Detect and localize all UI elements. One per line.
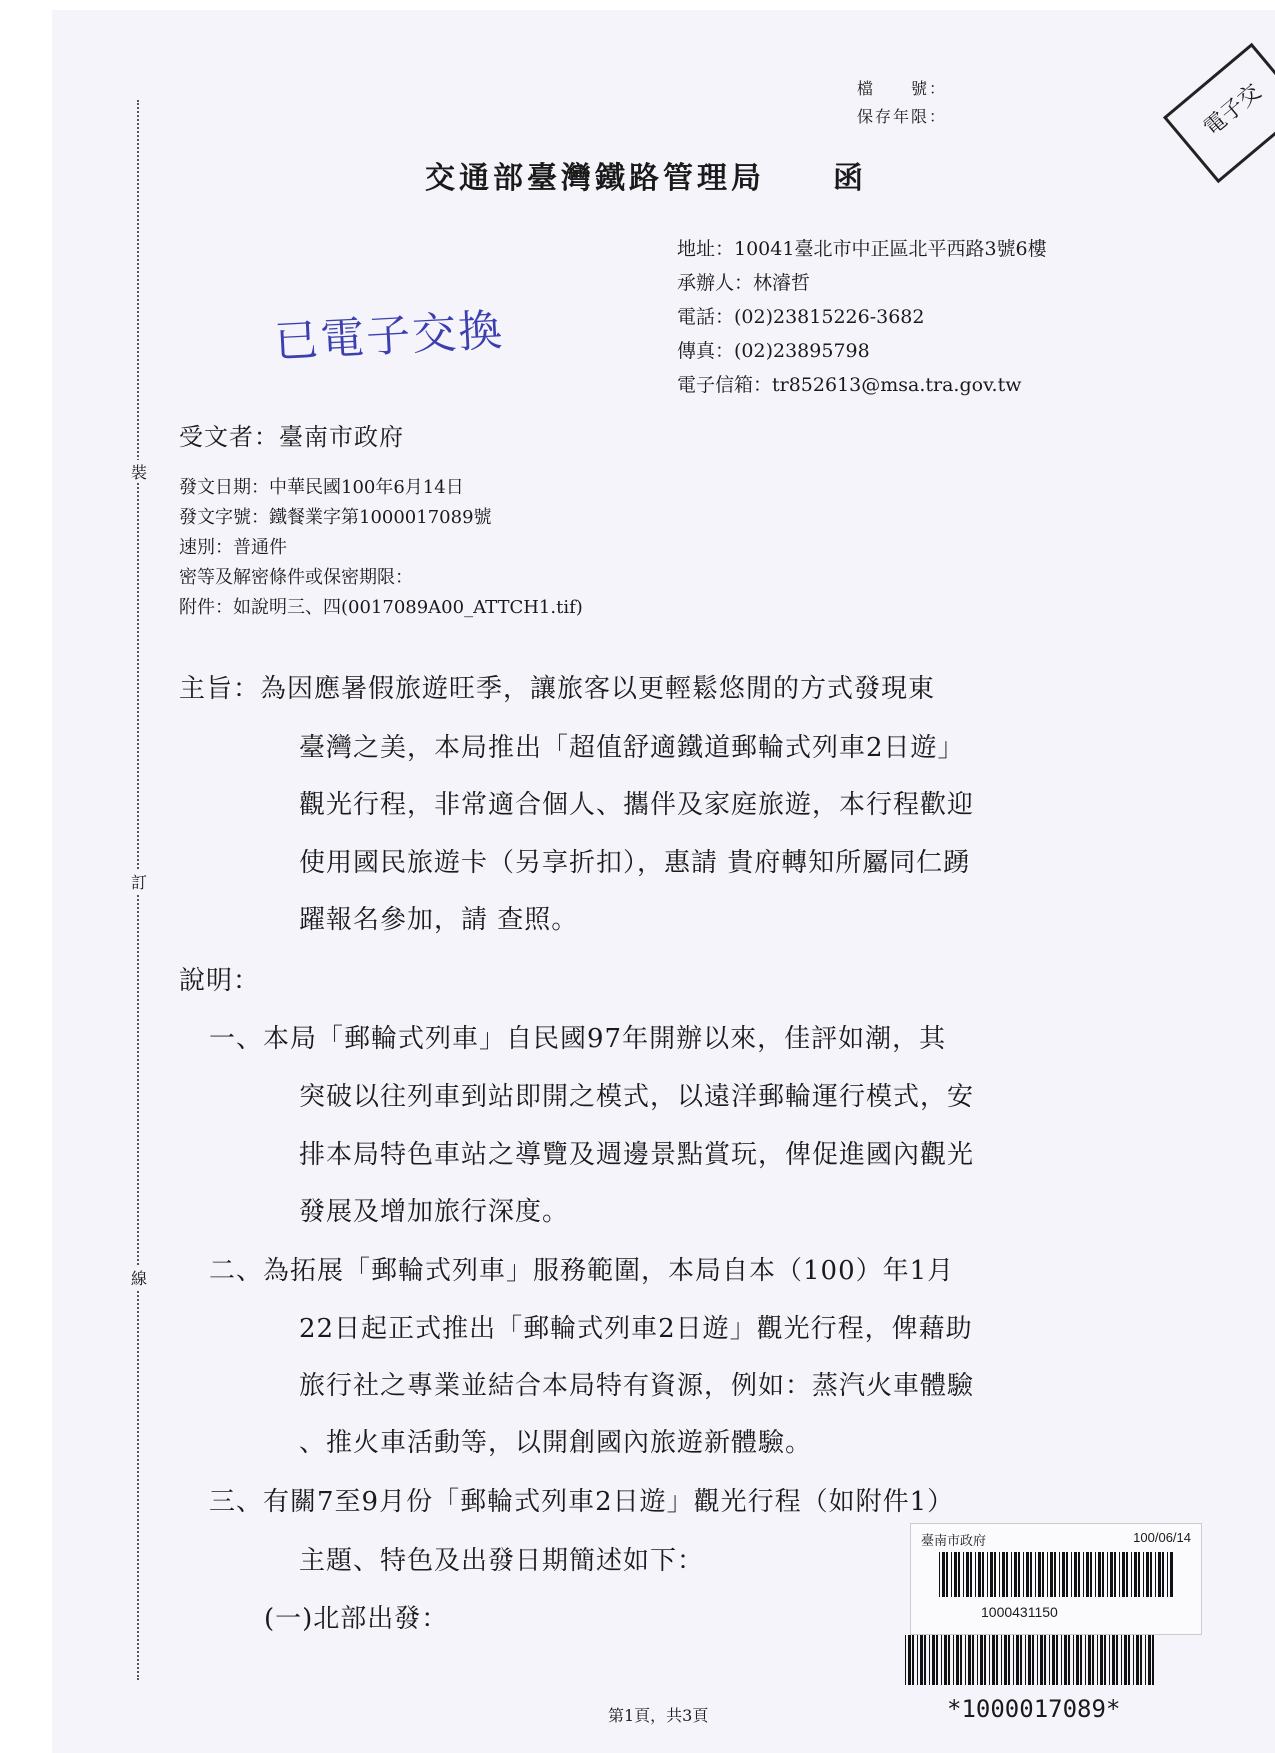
attachment-info: 附件：如說明三、四(0017089A00_ATTCH1.tif) [179,597,583,618]
explanation-item-1-line-1: 一、本局「郵輪式列車」自民國97年開辦以來，佳評如潮，其 [209,1024,947,1054]
contact-handler: 承辦人：林濬哲 [677,272,811,294]
receipt-number: 1000431150 [981,1604,1058,1620]
contact-phone: 電話：(02)23815226-3682 [677,306,925,328]
explanation-item-2-line-4: 、推火車活動等，以開創國內旅遊新體驗。 [299,1428,813,1458]
subject-line-4: 使用國民旅遊卡（另享折扣），惠請 貴府轉知所屬同仁踴 [299,848,971,878]
contact-block [677,232,1047,402]
explanation-item-1-line-3: 排本局特色車站之導覽及週邊景點賞玩，俾促進國內觀光 [299,1140,975,1170]
electronic-exchange-stamp: 已電子交換 [273,305,506,368]
corner-stamp: 電子交 [1163,43,1275,183]
issue-date: 發文日期：中華民國100年6月14日 [179,477,464,498]
receipt-barcode-label [910,1523,1202,1635]
explanation-item-2-line-1: 二、為拓展「郵輪式列車」服務範圍，本局自本（100）年1月 [209,1256,955,1286]
receipt-agency: 臺南市政府 [921,1533,987,1548]
recipient: 受文者：臺南市政府 [179,423,404,451]
explanation-heading: 說明： [179,966,261,996]
explanation-item-3-line-3: (一)北部出發： [264,1604,449,1634]
document-number: 發文字號：鐵餐業字第1000017089號 [179,507,492,528]
explanation-item-2-line-2: 22日起正式推出「郵輪式列車2日遊」觀光行程，俾藉助 [299,1314,973,1344]
secrecy-level: 密等及解密條件或保密期限： [179,567,413,588]
document-title: 交通部臺灣鐵路管理局 函 [425,161,867,196]
receipt-barcode-bars [939,1552,1174,1597]
explanation-item-3-line-1: 三、有關7至9月份「郵輪式列車2日遊」觀光行程（如附件1） [209,1487,955,1517]
explanation-item-3-line-2: 主題、特色及出發日期簡述如下： [299,1546,705,1576]
contact-email: 電子信箱：tr852613@msa.tra.gov.tw [677,374,1022,396]
explanation-item-1-line-2: 突破以往列車到站即開之模式，以遠洋郵輪運行模式，安 [299,1082,975,1112]
explanation-item-2-line-3: 旅行社之專業並結合本局特有資源，例如：蒸汽火車體驗 [299,1371,975,1401]
document-info [179,473,583,623]
document-barcode-bars [905,1635,1160,1685]
contact-address: 地址：10041臺北市中正區北平西路3號6樓 [677,238,1047,260]
subject-line-3: 觀光行程，非常適合個人、攜伴及家庭旅遊，本行程歡迎 [299,790,975,820]
binding-mark-top: 裝 [128,460,150,483]
subject-line-5: 躍報名參加，請 查照。 [299,905,579,935]
binding-mark-bottom: 線 [128,1266,150,1289]
document-page [52,10,1275,1753]
contact-fax: 傳真：(02)23895798 [677,340,870,362]
document-barcode-number: *1000017089* [947,1695,1121,1723]
receipt-date: 100/06/14 [1133,1530,1191,1545]
explanation-item-1-line-4: 發展及增加旅行深度。 [299,1197,570,1227]
binding-mark-middle: 訂 [128,870,150,893]
page-footer: 第1頁，共3頁 [608,1706,709,1725]
subject-line-2: 臺灣之美，本局推出「超值舒適鐵道郵輪式列車2日遊」 [299,733,965,763]
file-number-label: 檔 號： [857,79,948,98]
subject-line-1: 主旨：為因應暑假旅遊旺季，讓旅客以更輕鬆悠閒的方式發現東 [179,674,936,704]
retention-label: 保存年限： [857,107,948,126]
delivery-speed: 速別：普通件 [179,537,287,558]
